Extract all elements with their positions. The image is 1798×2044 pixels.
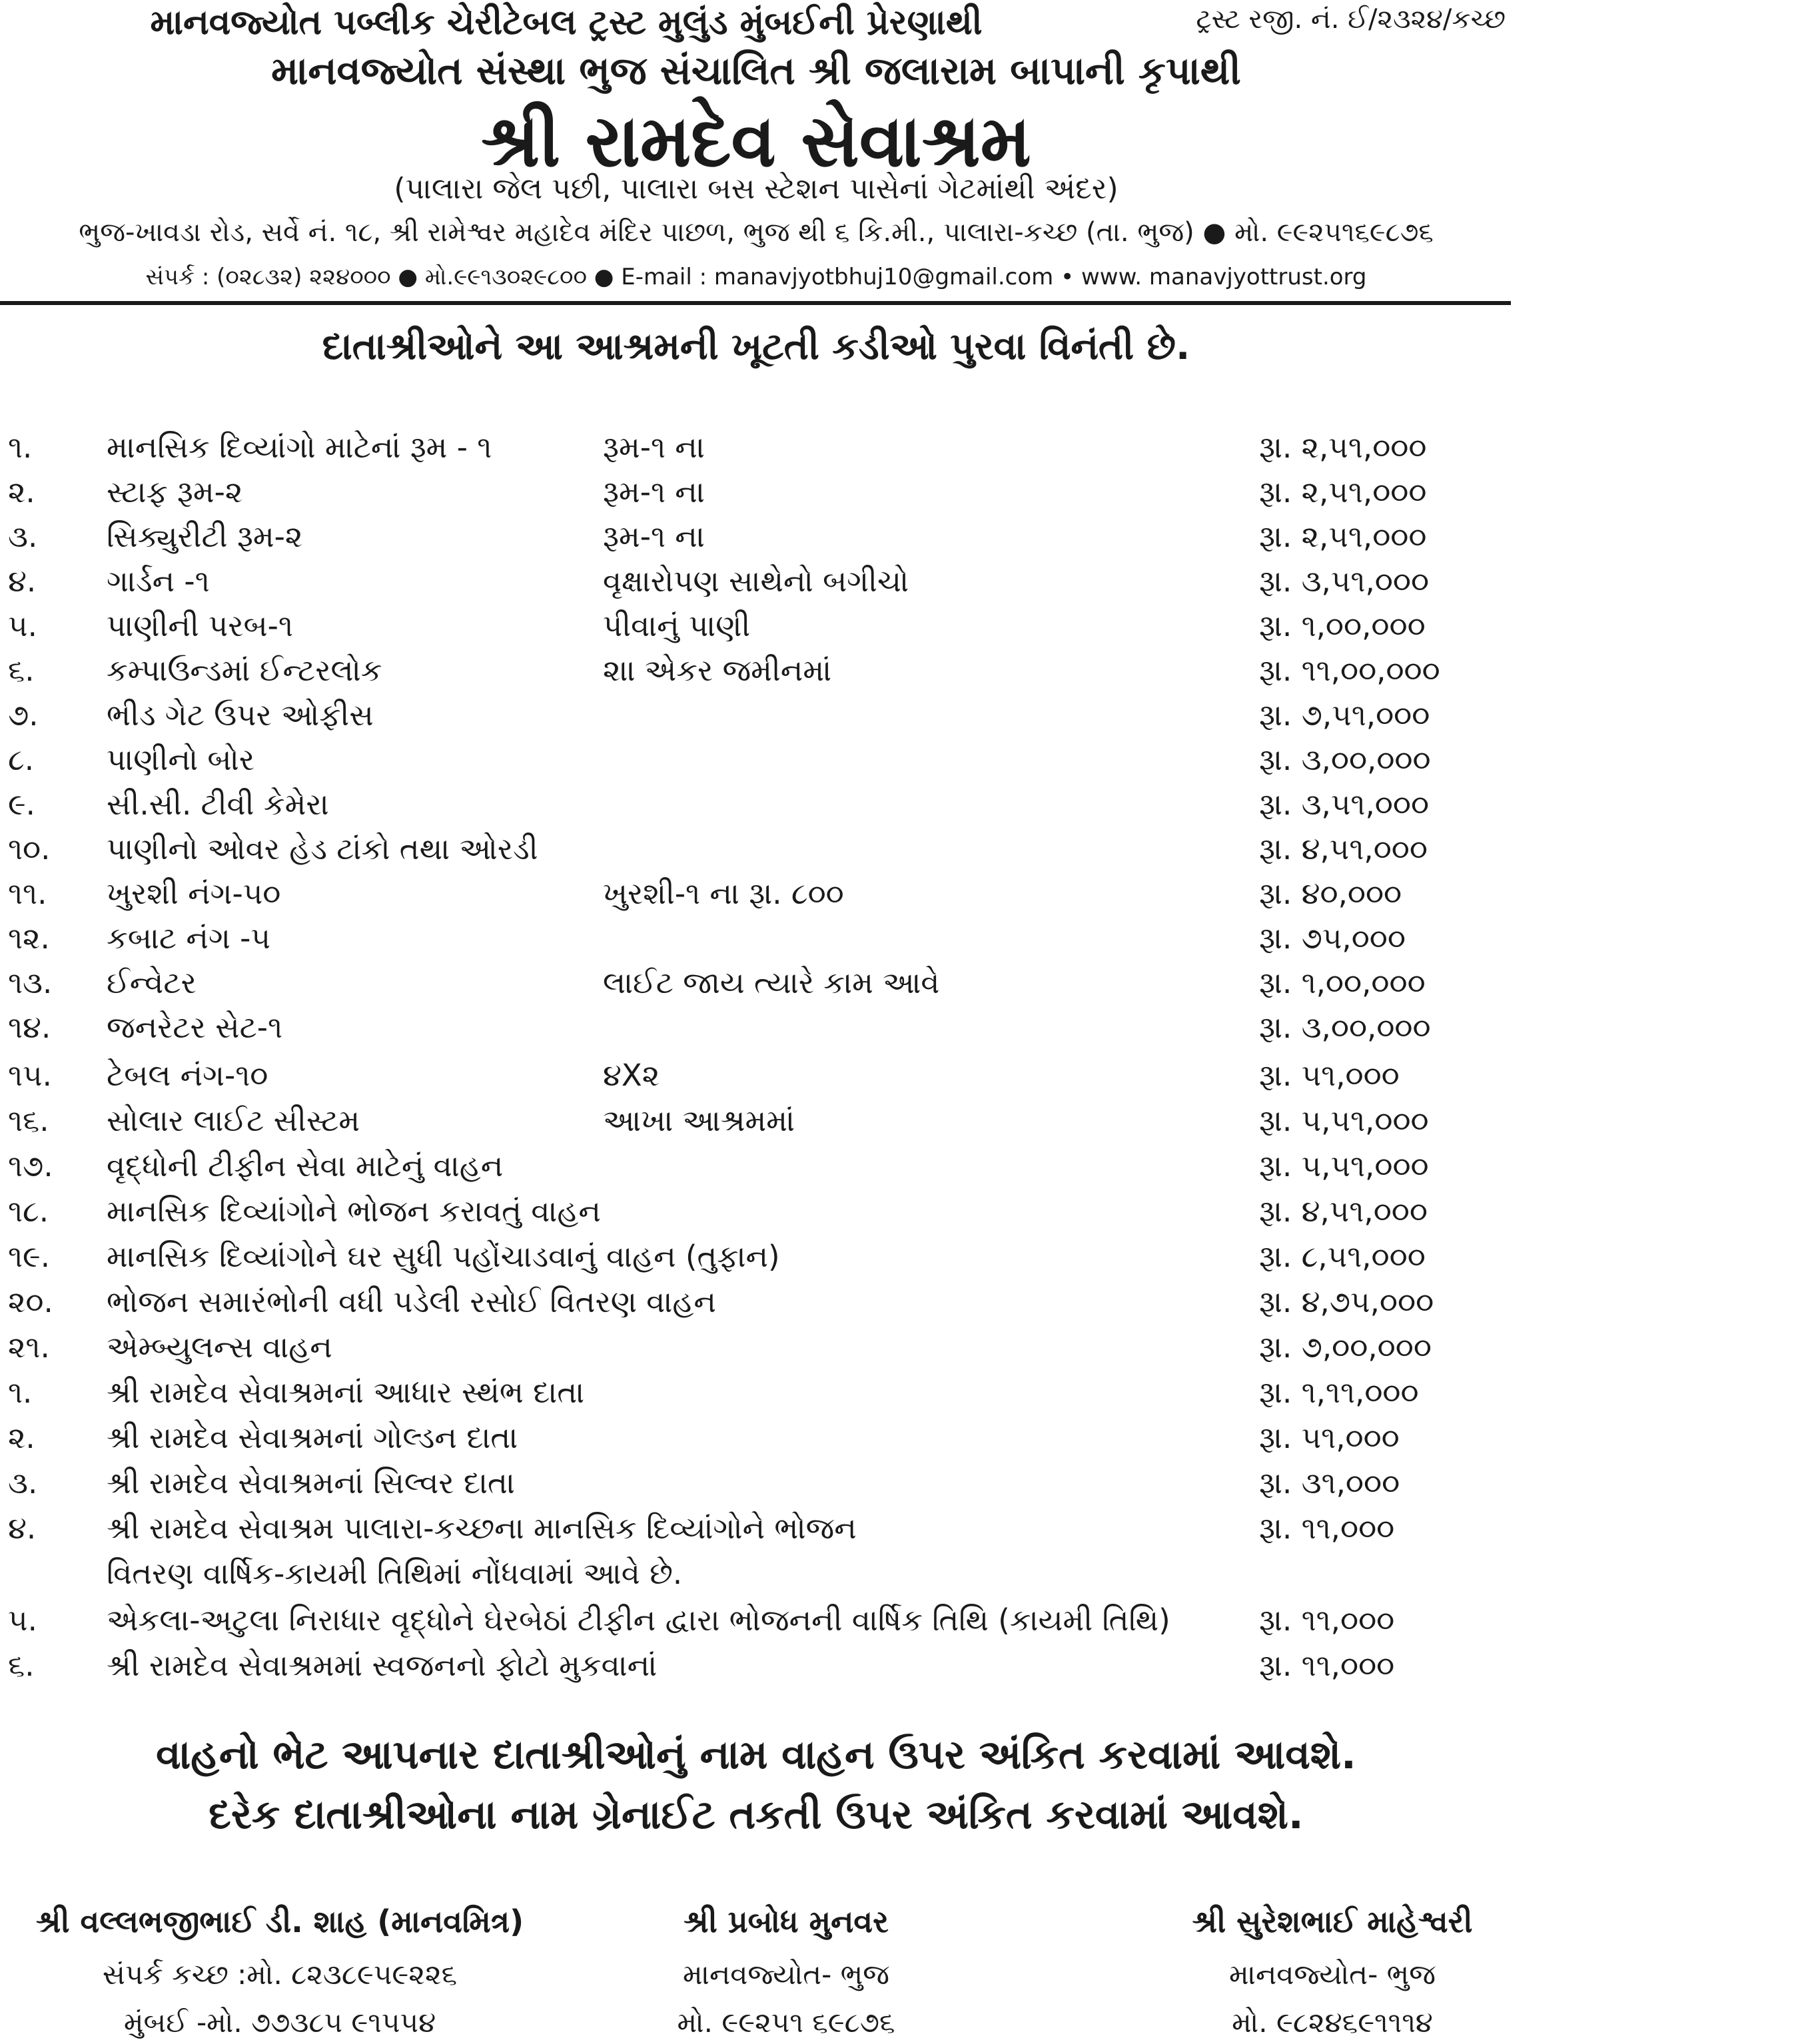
item-number: ૩. bbox=[8, 519, 38, 554]
item-amount: રૂા. ૩,૫૧,૦૦૦ bbox=[1259, 563, 1430, 599]
list-item bbox=[0, 1010, 1798, 1050]
location-note: (પાલારા જેલ પછી, પાલારા બસ સ્ટેશન પાસેનાં ગેટમાંથી અંદર) bbox=[394, 172, 1119, 206]
contact-line: સંપર્ક : (૦૨૮૩૨) ૨૨૪૦૦૦ ● મો.૯૯૧૩૦૨૯૮૦૦ ● E-mail : manavjyotbhuj10@gmail.com • www. manavjyottrust.org bbox=[145, 264, 1367, 290]
list-item bbox=[0, 876, 1798, 916]
list-item bbox=[0, 1375, 1798, 1415]
item-number: ૧૯. bbox=[8, 1239, 50, 1274]
signatory-org: માનવજ્યોત- ભુજ bbox=[683, 1958, 889, 1991]
item-note: રૂમ-૧ ના bbox=[603, 519, 705, 554]
list-item bbox=[0, 1329, 1798, 1369]
list-item bbox=[0, 563, 1798, 603]
item-note: ૨ાા એકર જમીનમાં bbox=[603, 653, 832, 688]
item-name: શ્રી રામદેવ સેવાશ્રમનાં સિલ્વર દાતા bbox=[107, 1465, 515, 1501]
item-name: સ્ટાફ રૂમ-૨ bbox=[107, 474, 243, 510]
list-item bbox=[0, 787, 1798, 827]
item-name: કમ્પાઉન્ડમાં ઈન્ટરલોક bbox=[107, 653, 382, 688]
item-number: ૧. bbox=[8, 1375, 33, 1410]
item-continuation: વિતરણ વાર્ષિક-કાયમી તિથિમાં નોંધવામાં આવે છે. bbox=[107, 1556, 683, 1591]
item-amount: રૂા. ૫,૫૧,૦૦૦ bbox=[1259, 1103, 1429, 1138]
item-name: શ્રી રામદેવ સેવાશ્રમનાં આધાર સ્થંભ દાતા bbox=[107, 1375, 585, 1410]
item-number: ૫. bbox=[8, 608, 37, 643]
item-amount: રૂા. ૩,૦૦,૦૦૦ bbox=[1259, 742, 1431, 777]
footer-note-vehicles: વાહનો ભેટ આપનાર દાતાશ્રીઓનું નામ વાહન ઉપર અંકિત કરવામાં આવશે. bbox=[156, 1732, 1356, 1778]
list-item bbox=[0, 1465, 1798, 1505]
item-note: આખા આશ્રમમાં bbox=[603, 1103, 795, 1138]
item-amount: રૂા. ૩૧,૦૦૦ bbox=[1259, 1465, 1400, 1501]
item-name: પાણીની પરબ-૧ bbox=[107, 608, 293, 643]
item-amount: રૂા. ૨,૫૧,૦૦૦ bbox=[1259, 519, 1427, 554]
donation-request: દાતાશ્રીઓને આ આશ્રમની ખૂટતી કડીઓ પુરવા વિનંતી છે. bbox=[322, 325, 1190, 368]
item-number: ૫. bbox=[8, 1602, 37, 1638]
list-item bbox=[0, 965, 1798, 1005]
item-amount: રૂા. ૨,૫૧,૦૦૦ bbox=[1259, 430, 1427, 465]
list-item bbox=[0, 1103, 1798, 1143]
item-name: કબાટ નંગ -૫ bbox=[107, 920, 270, 956]
item-number: ૧૫. bbox=[8, 1058, 52, 1093]
header-line-2: માનવજ્યોત સંસ્થા ભુજ સંચાલિત શ્રી જલારામ બાપાની કૃપાથી bbox=[271, 48, 1241, 93]
item-amount: રૂા. ૫૧,૦૦૦ bbox=[1259, 1420, 1400, 1455]
item-number: ૪. bbox=[8, 1511, 37, 1546]
item-note: રૂમ-૧ ના bbox=[603, 430, 705, 465]
item-name: ટેબલ નંગ-૧૦ bbox=[107, 1058, 268, 1093]
item-number: ૨૦. bbox=[8, 1284, 53, 1319]
item-amount: રૂા. ૭૫,૦૦૦ bbox=[1259, 920, 1406, 956]
item-amount: રૂા. ૪,૭૫,૦૦૦ bbox=[1259, 1284, 1434, 1319]
item-number: ૩. bbox=[8, 1465, 38, 1501]
item-name: ભીડ ગેટ ઉપર ઓફીસ bbox=[107, 697, 374, 733]
item-number: ૬. bbox=[8, 1648, 35, 1683]
item-amount: રૂા. ૧૧,૦૦૦ bbox=[1259, 1602, 1395, 1638]
item-number: ૧૪. bbox=[8, 1010, 51, 1045]
header-divider bbox=[0, 301, 1511, 305]
item-name: જનરેટર સેટ-૧ bbox=[107, 1010, 283, 1045]
item-number: ૧૬. bbox=[8, 1103, 49, 1138]
item-name: સિક્યુરીટી રૂમ-૨ bbox=[107, 519, 303, 554]
item-number: ૪. bbox=[8, 563, 37, 599]
item-name: સી.સી. ટીવી કેમેરા bbox=[107, 787, 329, 822]
item-name: વૃદ્ધોની ટીફીન સેવા માટેનું વાહન bbox=[107, 1148, 504, 1184]
item-number: ૭. bbox=[8, 697, 39, 733]
item-name: ભોજન સમારંભોની વધી પડેલી રસોઈ વિતરણ વાહન bbox=[107, 1284, 716, 1319]
list-item bbox=[0, 697, 1798, 737]
item-note: ૪X૨ bbox=[603, 1058, 660, 1093]
item-note: ખુરશી-૧ ના રૂા. ૮૦૦ bbox=[603, 876, 844, 911]
item-note: પીવાનું પાણી bbox=[603, 608, 751, 643]
item-number: ૧૩. bbox=[8, 965, 53, 1000]
signatory-phone: મુંબઈ -મો. ૭૭૩૮૫ ૯૧૫૫૪ bbox=[123, 2006, 436, 2039]
item-note: રૂમ-૧ ના bbox=[603, 474, 705, 510]
item-amount: રૂા. ૫,૫૧,૦૦૦ bbox=[1259, 1148, 1429, 1184]
item-name: પાણીનો બોર bbox=[107, 742, 255, 777]
list-item bbox=[0, 1420, 1798, 1460]
item-number: ૧૦. bbox=[8, 831, 51, 866]
item-amount: રૂા. ૧૧,૦૦૦ bbox=[1259, 1511, 1395, 1546]
item-amount: રૂા. ૪૦,૦૦૦ bbox=[1259, 876, 1402, 911]
list-item bbox=[0, 474, 1798, 514]
signatory-name: શ્રી સુરેશભાઈ માહેશ્વરી bbox=[1192, 1903, 1473, 1939]
signatory-contact: સંપર્ક કચ્છ :મો. ૮૨૩૮૯૫૯૨૨૬ bbox=[102, 1958, 458, 1991]
item-name: પાણીનો ઓવર હેડ ટાંકો તથા ઓરડી bbox=[107, 831, 538, 866]
item-number: ૨૧. bbox=[8, 1329, 50, 1365]
item-amount: રૂા. ૧,૦૦,૦૦૦ bbox=[1259, 608, 1426, 643]
trust-registration: ટ્રસ્ટ રજી. નં. ઈ/૨૩૨૪/કચ્છ bbox=[1196, 4, 1506, 35]
item-amount: રૂા. ૩,૫૧,૦૦૦ bbox=[1259, 787, 1430, 822]
item-number: ૧. bbox=[8, 430, 33, 465]
list-item bbox=[0, 653, 1798, 693]
footer-note-plaque: દરેક દાતાશ્રીઓના નામ ગ્રેનાઈટ તકતી ઉપર અંકિત કરવામાં આવશે. bbox=[209, 1792, 1304, 1838]
item-name: એમ્બ્યુલન્સ વાહન bbox=[107, 1329, 332, 1365]
list-item bbox=[0, 1148, 1798, 1188]
item-amount: રૂા. ૭,૦૦,૦૦૦ bbox=[1259, 1329, 1432, 1365]
item-amount: રૂા. ૨,૫૧,૦૦૦ bbox=[1259, 474, 1427, 510]
item-amount: રૂા. ૩,૦૦,૦૦૦ bbox=[1259, 1010, 1431, 1045]
signatory-name: શ્રી વલ્લભજીભાઈ ડી. શાહ (માનવમિત્ર) bbox=[35, 1903, 524, 1939]
item-amount: રૂા. ૭,૫૧,૦૦૦ bbox=[1259, 697, 1430, 733]
signatory-phone: મો. ૯૮૨૪૬૯૧૧૧૪ bbox=[1232, 2006, 1433, 2039]
signatory-name: શ્રી પ્રબોધ મુનવર bbox=[683, 1903, 889, 1939]
list-item bbox=[0, 1602, 1798, 1642]
item-amount: રૂા. ૧,૦૦,૦૦૦ bbox=[1259, 965, 1426, 1000]
item-amount: રૂા. ૧,૧૧,૦૦૦ bbox=[1259, 1375, 1419, 1410]
item-number: ૮. bbox=[8, 742, 35, 777]
item-name: ખુરશી નંગ-૫૦ bbox=[107, 876, 281, 911]
item-name: શ્રી રામદેવ સેવાશ્રમનાં ગોલ્ડન દાતા bbox=[107, 1420, 518, 1455]
item-amount: રૂા. ૪,૫૧,૦૦૦ bbox=[1259, 1193, 1428, 1229]
item-name: માનસિક દિવ્યાંગોને ભોજન કરાવતું વાહન bbox=[107, 1193, 601, 1229]
item-number: ૧૨. bbox=[8, 920, 50, 956]
item-name: શ્રી રામદેવ સેવાશ્રમમાં સ્વજનનો ફોટો મુકવાનાં bbox=[107, 1648, 658, 1683]
item-number: ૧૧. bbox=[8, 876, 47, 911]
item-number: ૧૭. bbox=[8, 1148, 53, 1184]
item-number: ૯. bbox=[8, 787, 35, 822]
signatory-org: માનવજ્યોત- ભુજ bbox=[1229, 1958, 1436, 1991]
address: ભુજ-ખાવડા રોડ, સર્વે નં. ૧૮, શ્રી રામેશ્વર મહાદેવ મંદિર પાછળ, ભુજ થી ૬ કિ.મી., પાલારા-કચ્છ (તા. ભુજ) ● મો. ૯૯૨૫૧૬૯૮૭૬ bbox=[79, 217, 1434, 248]
page-title: શ્રી રામદેવ સેવાશ્રમ bbox=[481, 100, 1031, 183]
list-item bbox=[0, 1058, 1798, 1098]
item-name: માનસિક દિવ્યાંગોને ઘર સુધી પહોંચાડવાનું વાહન (તુફાન) bbox=[107, 1239, 780, 1274]
item-number: ૧૮. bbox=[8, 1193, 49, 1229]
item-amount: રૂા. ૫૧,૦૦૦ bbox=[1259, 1058, 1400, 1093]
item-name: ઈન્વેટર bbox=[107, 965, 197, 1000]
header-line-1: માનવજ્યોત પબ્લીક ચેરીટેબલ ટ્રસ્ટ મુલુંડ મુંબઈની પ્રેરણાથી bbox=[150, 3, 983, 43]
item-name: એકલા-અટુલા નિરાધાર વૃદ્ધોને ઘેરબેઠાં ટીફીન દ્વારા ભોજનની વાર્ષિક તિથિ (કાયમી તિથિ) bbox=[107, 1602, 1170, 1638]
item-amount: રૂા. ૪,૫૧,૦૦૦ bbox=[1259, 831, 1428, 866]
list-item bbox=[0, 920, 1798, 960]
item-name: ગાર્ડન -૧ bbox=[107, 563, 210, 599]
item-amount: રૂા. ૧૧,૦૦૦ bbox=[1259, 1648, 1395, 1683]
list-item bbox=[0, 742, 1798, 782]
list-item bbox=[0, 1239, 1798, 1279]
list-item bbox=[0, 1648, 1798, 1688]
item-amount: રૂા. ૧૧,૦૦,૦૦૦ bbox=[1259, 653, 1440, 688]
list-item bbox=[0, 608, 1798, 648]
item-number: ૬. bbox=[8, 653, 35, 688]
list-item bbox=[0, 1193, 1798, 1233]
signatory-phone: મો. ૯૯૨૫૧ ૬૯૮૭૬ bbox=[677, 2006, 895, 2039]
item-note: વૃક્ષારોપણ સાથેનો બગીચો bbox=[603, 563, 909, 599]
list-item bbox=[0, 1511, 1798, 1550]
list-item bbox=[0, 1284, 1798, 1324]
item-number: ૨. bbox=[8, 1420, 35, 1455]
item-amount: રૂા. ૮,૫૧,૦૦૦ bbox=[1259, 1239, 1426, 1274]
item-number: ૨. bbox=[8, 474, 35, 510]
item-name: સોલાર લાઈટ સીસ્ટમ bbox=[107, 1103, 360, 1138]
item-name: માનસિક દિવ્યાંગો માટેનાં રૂમ - ૧ bbox=[107, 430, 492, 465]
list-item bbox=[0, 430, 1798, 470]
item-name: શ્રી રામદેવ સેવાશ્રમ પાલારા-કચ્છના માનસિક દિવ્યાંગોને ભોજન bbox=[107, 1511, 857, 1546]
list-item bbox=[0, 519, 1798, 559]
item-note: લાઈટ જાય ત્યારે કામ આવે bbox=[603, 965, 940, 1000]
list-item bbox=[0, 831, 1798, 871]
